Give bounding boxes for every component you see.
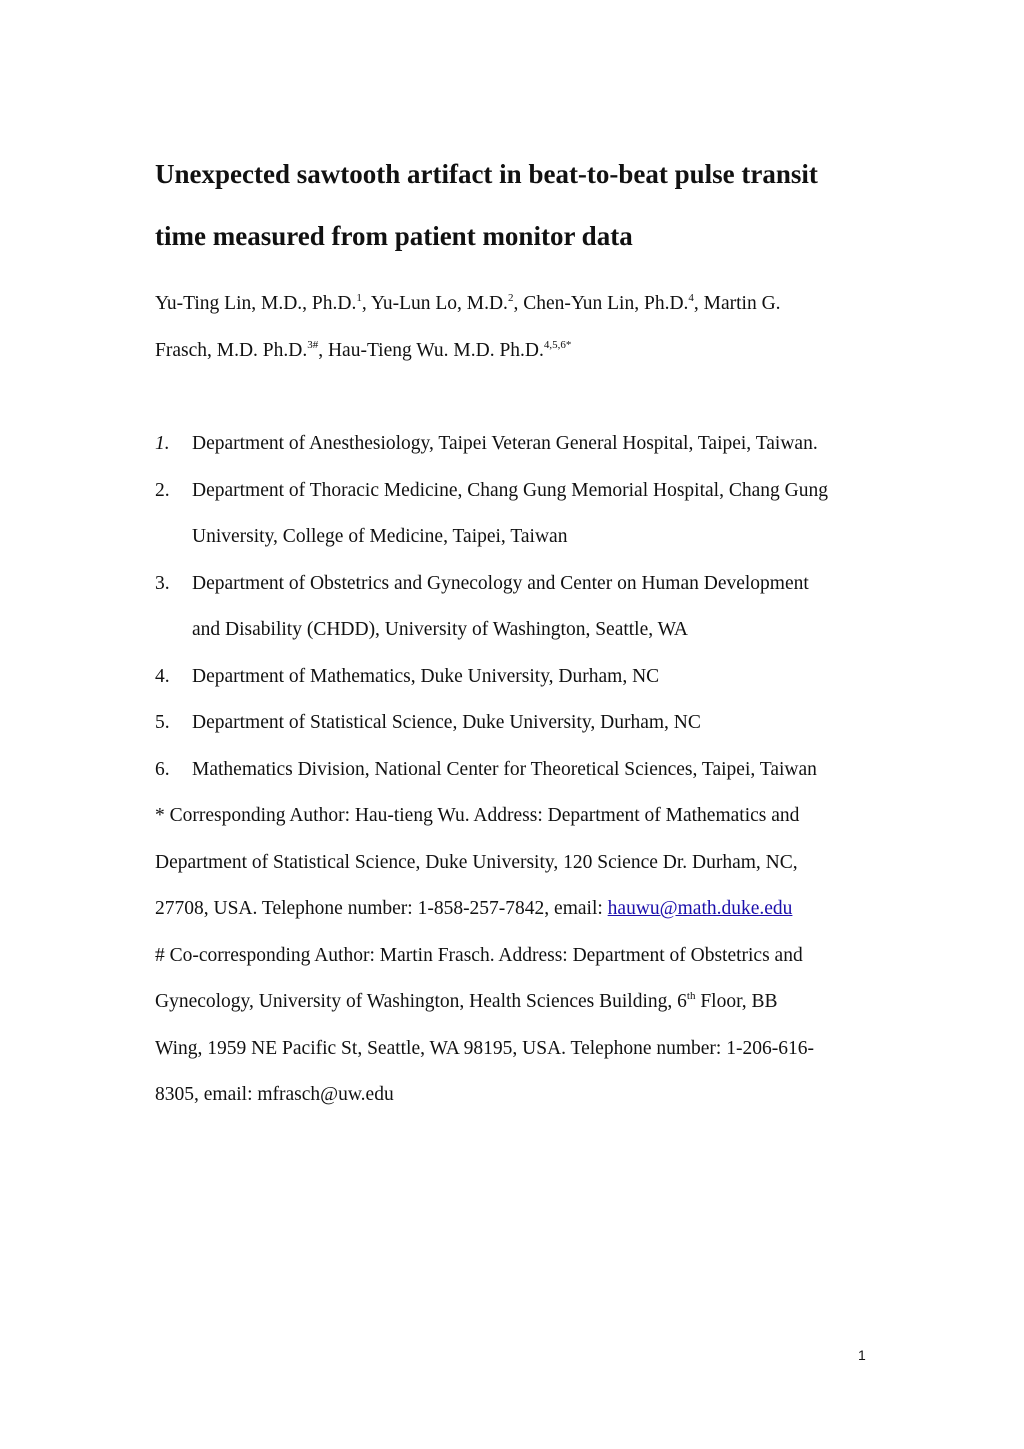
author-chen-yun-lin: , Chen-Yun Lin, Ph.D.: [513, 293, 689, 314]
author-hau-tieng-wu: , Hau-Tieng Wu. M.D. Ph.D.: [318, 340, 544, 361]
paper-title-line-1: Unexpected sawtooth artifact in beat-to-beat pulse transit: [155, 159, 818, 189]
author-martin-frasch-part2: Frasch, M.D. Ph.D.: [155, 340, 308, 361]
co-corresponding-author-line-4: 8305, email: mfrasch@uw.edu: [155, 1084, 394, 1105]
affiliation-text: and Disability (CHDD), University of Washington, Seattle, WA: [192, 619, 688, 640]
affiliation-text: Department of Mathematics, Duke University, Durham, NC: [192, 666, 660, 687]
affiliation-number: 5.: [155, 712, 170, 733]
author-sup: 3#: [307, 338, 319, 351]
affiliation-number: 1.: [155, 433, 170, 454]
author-yu-lun-lo: , Yu-Lun Lo, M.D.: [361, 293, 508, 314]
affiliation-text: Mathematics Division, National Center for Theoretical Sciences, Taipei, Taiwan: [192, 759, 817, 780]
affiliation-text: Department of Anesthesiology, Taipei Veteran General Hospital, Taipei, Taiwan.: [192, 433, 818, 454]
author-martin-frasch-part1: , Martin G.: [693, 293, 781, 314]
co-corresponding-address-cont: Floor, BB: [695, 991, 778, 1012]
author-sup: 4: [688, 291, 694, 304]
corresponding-contact: 27708, USA. Telephone number: 1-858-257-7842, email:: [155, 898, 608, 919]
corresponding-author-line-3: [155, 897, 792, 921]
affiliation-number: 2.: [155, 480, 170, 501]
paper-title-line-2: time measured from patient monitor data: [155, 221, 633, 251]
author-yu-ting-lin: Yu-Ting Lin, M.D., Ph.D.: [155, 293, 357, 314]
corresponding-author-line-2: Department of Statistical Science, Duke University, 120 Science Dr. Durham, NC,: [155, 852, 798, 873]
affiliation-number: 3.: [155, 573, 170, 594]
floor-ordinal-sup: th: [686, 989, 696, 1002]
author-sup: 1: [356, 291, 362, 304]
affiliation-text: Department of Obstetrics and Gynecology and Center on Human Development: [192, 573, 809, 594]
author-line-2: [155, 339, 571, 363]
affiliation-text: Department of Statistical Science, Duke University, Durham, NC: [192, 712, 701, 733]
affiliation-text: Department of Thoracic Medicine, Chang Gung Memorial Hospital, Chang Gung: [192, 480, 828, 501]
author-sup: 2: [507, 291, 514, 304]
co-corresponding-address: Gynecology, University of Washington, Health Sciences Building, 6: [155, 991, 687, 1012]
co-corresponding-author-line-3: Wing, 1959 NE Pacific St, Seattle, WA 98195, USA. Telephone number: 1-206-616-: [155, 1038, 814, 1059]
affiliation-number: 4.: [155, 666, 170, 687]
co-corresponding-author-line-1: # Co-corresponding Author: Martin Frasch. Address: Department of Obstetrics and: [155, 945, 803, 966]
author-sup: 4,5,6*: [543, 338, 572, 351]
page-number: 1: [858, 1347, 866, 1363]
co-corresponding-author-line-2: [155, 990, 778, 1014]
affiliation-number: 6.: [155, 759, 170, 780]
corresponding-email-link[interactable]: hauwu@math.duke.edu: [607, 898, 793, 919]
affiliation-text: University, College of Medicine, Taipei, Taiwan: [192, 526, 568, 547]
author-line-1: [155, 292, 781, 316]
corresponding-author-line-1: * Corresponding Author: Hau-tieng Wu. Address: Department of Mathematics and: [155, 805, 800, 826]
